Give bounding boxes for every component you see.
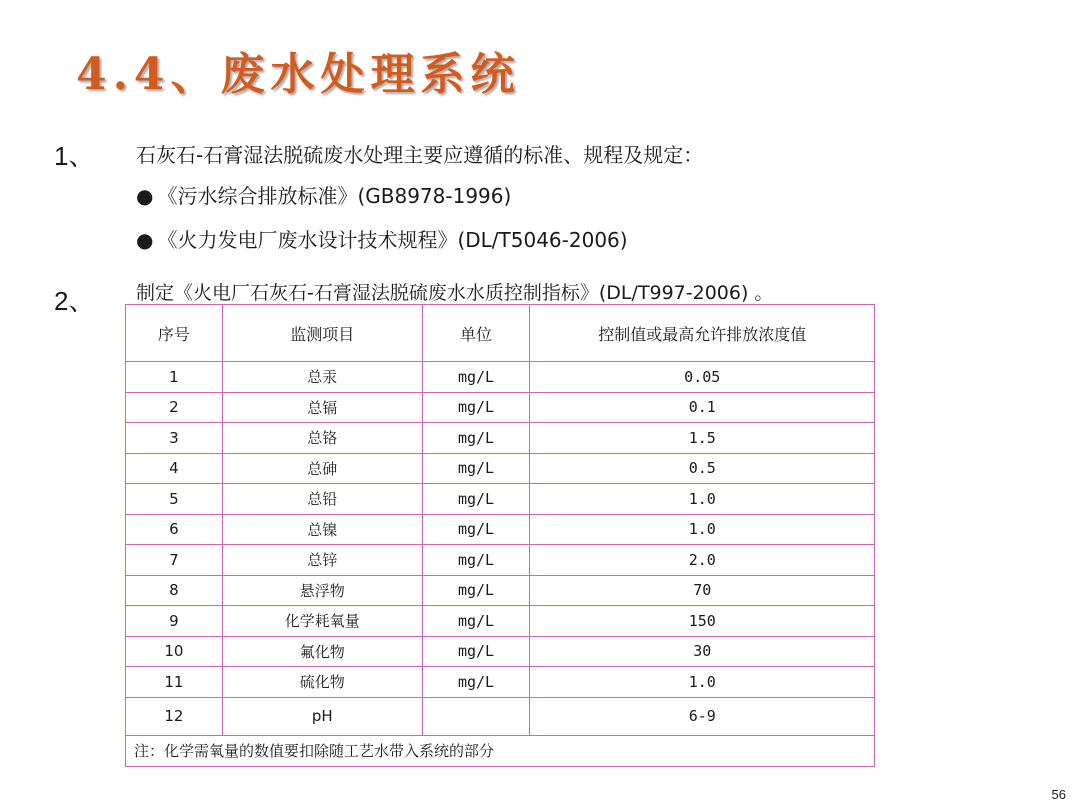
- header-index: 序号: [126, 305, 223, 362]
- cell-unit: mg/L: [422, 606, 530, 637]
- header-unit: 单位: [422, 305, 530, 362]
- slide-title: 4.4、废水处理系统: [76, 49, 521, 100]
- cell-index: 4: [126, 453, 223, 484]
- table-row: [126, 484, 875, 515]
- bullet-icon: ●: [136, 184, 154, 208]
- header-item: 监测项目: [222, 305, 422, 362]
- table-note-row: [126, 735, 875, 766]
- section-1-number: 1、: [54, 141, 95, 171]
- header-limit: 控制值或最高允许排放浓度值: [530, 305, 875, 362]
- cell-item: 总砷: [222, 453, 422, 484]
- table-row: [126, 697, 875, 735]
- cell-limit: 0.05: [530, 362, 875, 393]
- cell-item: 总汞: [222, 362, 422, 393]
- cell-item: pH: [222, 697, 422, 735]
- table-row: [126, 423, 875, 454]
- cell-item: 硫化物: [222, 667, 422, 698]
- cell-unit: mg/L: [422, 545, 530, 576]
- cell-unit: mg/L: [422, 575, 530, 606]
- cell-unit: mg/L: [422, 514, 530, 545]
- bullet-item-1: [136, 180, 511, 209]
- cell-item: 化学耗氧量: [222, 606, 422, 637]
- cell-index: 7: [126, 545, 223, 576]
- cell-limit: 70: [530, 575, 875, 606]
- cell-index: 2: [126, 392, 223, 423]
- page-number: 56: [1051, 787, 1066, 802]
- cell-limit: 1.0: [530, 514, 875, 545]
- section-2-text: 制定《火电厂石灰石-石膏湿法脱硫废水水质控制指标》(DL/T997-2006) 。: [136, 282, 774, 304]
- table-row: [126, 606, 875, 637]
- section-1-text: 石灰石-石膏湿法脱硫废水处理主要应遵循的标准、规程及规定：: [136, 143, 704, 167]
- table-note: 注：化学需氧量的数值要扣除随工艺水带入系统的部分: [126, 735, 875, 766]
- cell-limit: 0.1: [530, 392, 875, 423]
- cell-unit: mg/L: [422, 392, 530, 423]
- cell-index: 8: [126, 575, 223, 606]
- table-row: [126, 362, 875, 393]
- cell-item: 总锌: [222, 545, 422, 576]
- table-header-row: [126, 305, 875, 362]
- cell-index: 9: [126, 606, 223, 637]
- cell-limit: 6-9: [530, 697, 875, 735]
- table-row: [126, 392, 875, 423]
- cell-index: 11: [126, 667, 223, 698]
- cell-unit: mg/L: [422, 453, 530, 484]
- table-row: [126, 636, 875, 667]
- cell-limit: 150: [530, 606, 875, 637]
- cell-index: 6: [126, 514, 223, 545]
- cell-item: 总镉: [222, 392, 422, 423]
- cell-item: 总铅: [222, 484, 422, 515]
- cell-unit: mg/L: [422, 484, 530, 515]
- table-row: [126, 453, 875, 484]
- section-2-number: 2、: [54, 286, 95, 316]
- table-row: [126, 667, 875, 698]
- cell-index: 5: [126, 484, 223, 515]
- cell-index: 12: [126, 697, 223, 735]
- cell-unit: [422, 697, 530, 735]
- cell-unit: mg/L: [422, 423, 530, 454]
- cell-limit: 1.0: [530, 667, 875, 698]
- table-row: [126, 514, 875, 545]
- bullet-icon: ●: [136, 228, 154, 252]
- cell-index: 3: [126, 423, 223, 454]
- water-quality-table: [125, 304, 875, 767]
- table-row: [126, 545, 875, 576]
- cell-unit: mg/L: [422, 362, 530, 393]
- cell-item: 总铬: [222, 423, 422, 454]
- cell-item: 氟化物: [222, 636, 422, 667]
- cell-item: 总镍: [222, 514, 422, 545]
- cell-limit: 2.0: [530, 545, 875, 576]
- cell-unit: mg/L: [422, 667, 530, 698]
- cell-index: 1: [126, 362, 223, 393]
- bullet-text-2: 《火力发电厂废水设计技术规程》(DL/T5046-2006): [157, 228, 628, 252]
- bullet-text-1: 《污水综合排放标准》(GB8978-1996): [157, 184, 512, 208]
- cell-index: 10: [126, 636, 223, 667]
- cell-unit: mg/L: [422, 636, 530, 667]
- cell-limit: 30: [530, 636, 875, 667]
- cell-limit: 0.5: [530, 453, 875, 484]
- cell-item: 悬浮物: [222, 575, 422, 606]
- table-row: [126, 575, 875, 606]
- bullet-item-2: [136, 224, 628, 253]
- cell-limit: 1.0: [530, 484, 875, 515]
- cell-limit: 1.5: [530, 423, 875, 454]
